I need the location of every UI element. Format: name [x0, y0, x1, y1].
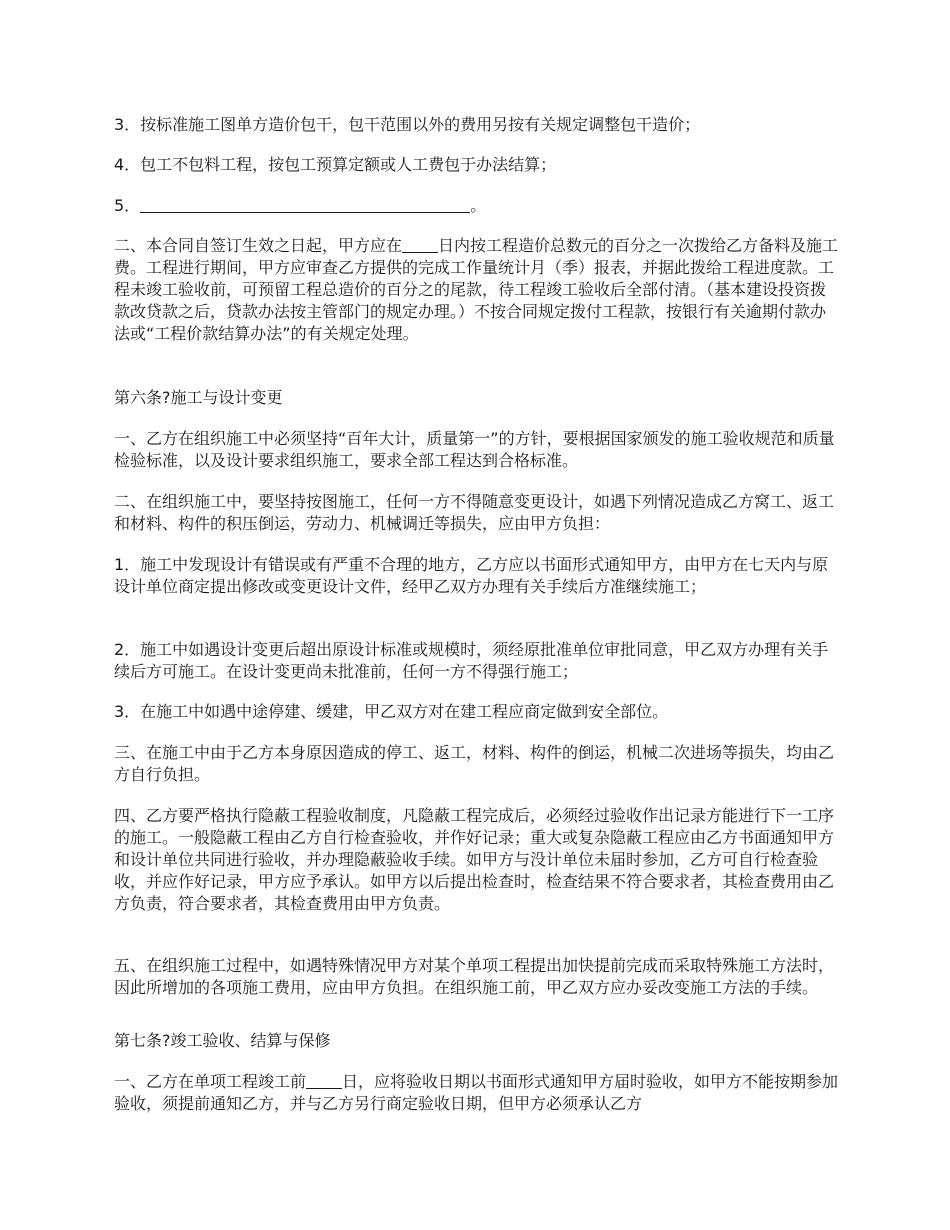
paragraph-item-5 [114, 195, 840, 217]
section-heading-article-6: 第六条?施工与设计变更 [114, 388, 283, 407]
article-6-item-2: 2．施工中如遇设计变更后超出原设计标准或规模时，须经原批准单位审批同意，甲乙双方办理有关手续后方可施工。在设计变更尚未批准前，任何一方不得强行施工； [114, 640, 829, 681]
payment-clause-text-end: 日内按工程造价总数元的百分之一次拨给乙方备料及施工费。工程进行期间，甲方应审查乙方提供的完成工作量统计月（季）报表，并据此拨给工程进度款。工程未竣工验收前，可预留工程总造价的百分之的尾款，待工程竣工验收后全部付清。（基本建设投资拨款改贷款之后，贷款办法按主管部门的规定办理。）不按合同规定拨付工程款，按银行有关逾期付款办法或“工程价款结算办法”的有关规定处理。 [114, 236, 839, 343]
payment-clause [114, 235, 840, 345]
paragraph-item-3: 3．按标准施工图单方造价包干，包干范围以外的费用另按有关规定调整包干造价； [114, 115, 701, 134]
article-6-item-1: 1．施工中发现设计有错误或有严重不合理的地方，乙方应以书面形式通知甲方，由甲方在七天内与原设计单位商定提出修改或变更设计文件，经甲乙双方办理有关手续后方准继续施工； [114, 555, 829, 596]
article-6-clause-3: 三、在施工中由于乙方本身原因造成的停工、返工，材料、构件的倒运，机械二次进场等损失，均由乙方自行负担。 [114, 743, 835, 784]
article-6-clause-2: 二、在组织施工中，要坚持按图施工，任何一方不得随意变更设计，如遇下列情况造成乙方窝工、返工和材料、构件的积压倒运，劳动力、机械调迁等损失，应由甲方负担： [114, 492, 835, 533]
fill-in-blank [140, 196, 470, 213]
section-heading-article-7: 第七条?竣工验收、结算与保修 [114, 1031, 331, 1050]
paragraph-item-4: 4．包工不包料工程，按包工预算定额或人工费包于办法结算； [114, 155, 557, 174]
days-blank [402, 236, 438, 253]
article-6-clause-1: 一、乙方在组织施工中必须坚持“百年大计，质量第一”的方针，要根据国家颁发的施工验收规范和质量检验标准，以及设计要求组织施工，要求全部工程达到合格标准。 [114, 429, 835, 470]
article-6-item-3: 3．在施工中如遇中途停建、缓建，甲乙双方对在建工程应商定做到安全部位。 [114, 702, 669, 721]
item-5-suffix: 。 [470, 196, 487, 215]
payment-clause-text-start: 二、本合同自签订生效之日起，甲方应在 [114, 236, 403, 255]
article-6-clause-4: 四、乙方要严格执行隐蔽工程验收制度，凡隐蔽工程完成后，必须经过验收作出记录方能进行下一工序的施工。一般隐蔽工程由乙方自行检查验收，并作好记录；重大或复杂隐蔽工程应由乙方书面通知甲方和设计单位共同进行验收，并办理隐蔽验收手续。如甲方与没计单位未届时参加，乙方可自行检查验收，并应作好记录，甲方应予承认。如甲方以后提出检查时，检查结果不符合要求者，其检查费用由乙方负责，符合要求者，其检查费用由甲方负责。 [114, 806, 835, 913]
article-7-clause-1 [114, 1071, 840, 1115]
article-6-clause-5: 五、在组织施工过程中，如遇特殊情况甲方对某个单项工程提出加快提前完成而采取特殊施工方法时，因此所增加的各项施工费用，应由甲方负担。在组织施工前，甲乙双方应办妥改变施工方法的手续。 [114, 956, 835, 997]
article-7-clause-1-text-end: 日，应将验收日期以书面形式通知甲方届时验收，如甲方不能按期参加验收，须提前通知乙方，并与乙方另行商定验收日期，但甲方必须承认乙方 [114, 1072, 839, 1113]
article-7-clause-1-text-start: 一、乙方在单项工程竣工前 [114, 1072, 307, 1091]
days-before-completion-blank [306, 1072, 342, 1089]
item-5-prefix: 5． [114, 196, 141, 215]
